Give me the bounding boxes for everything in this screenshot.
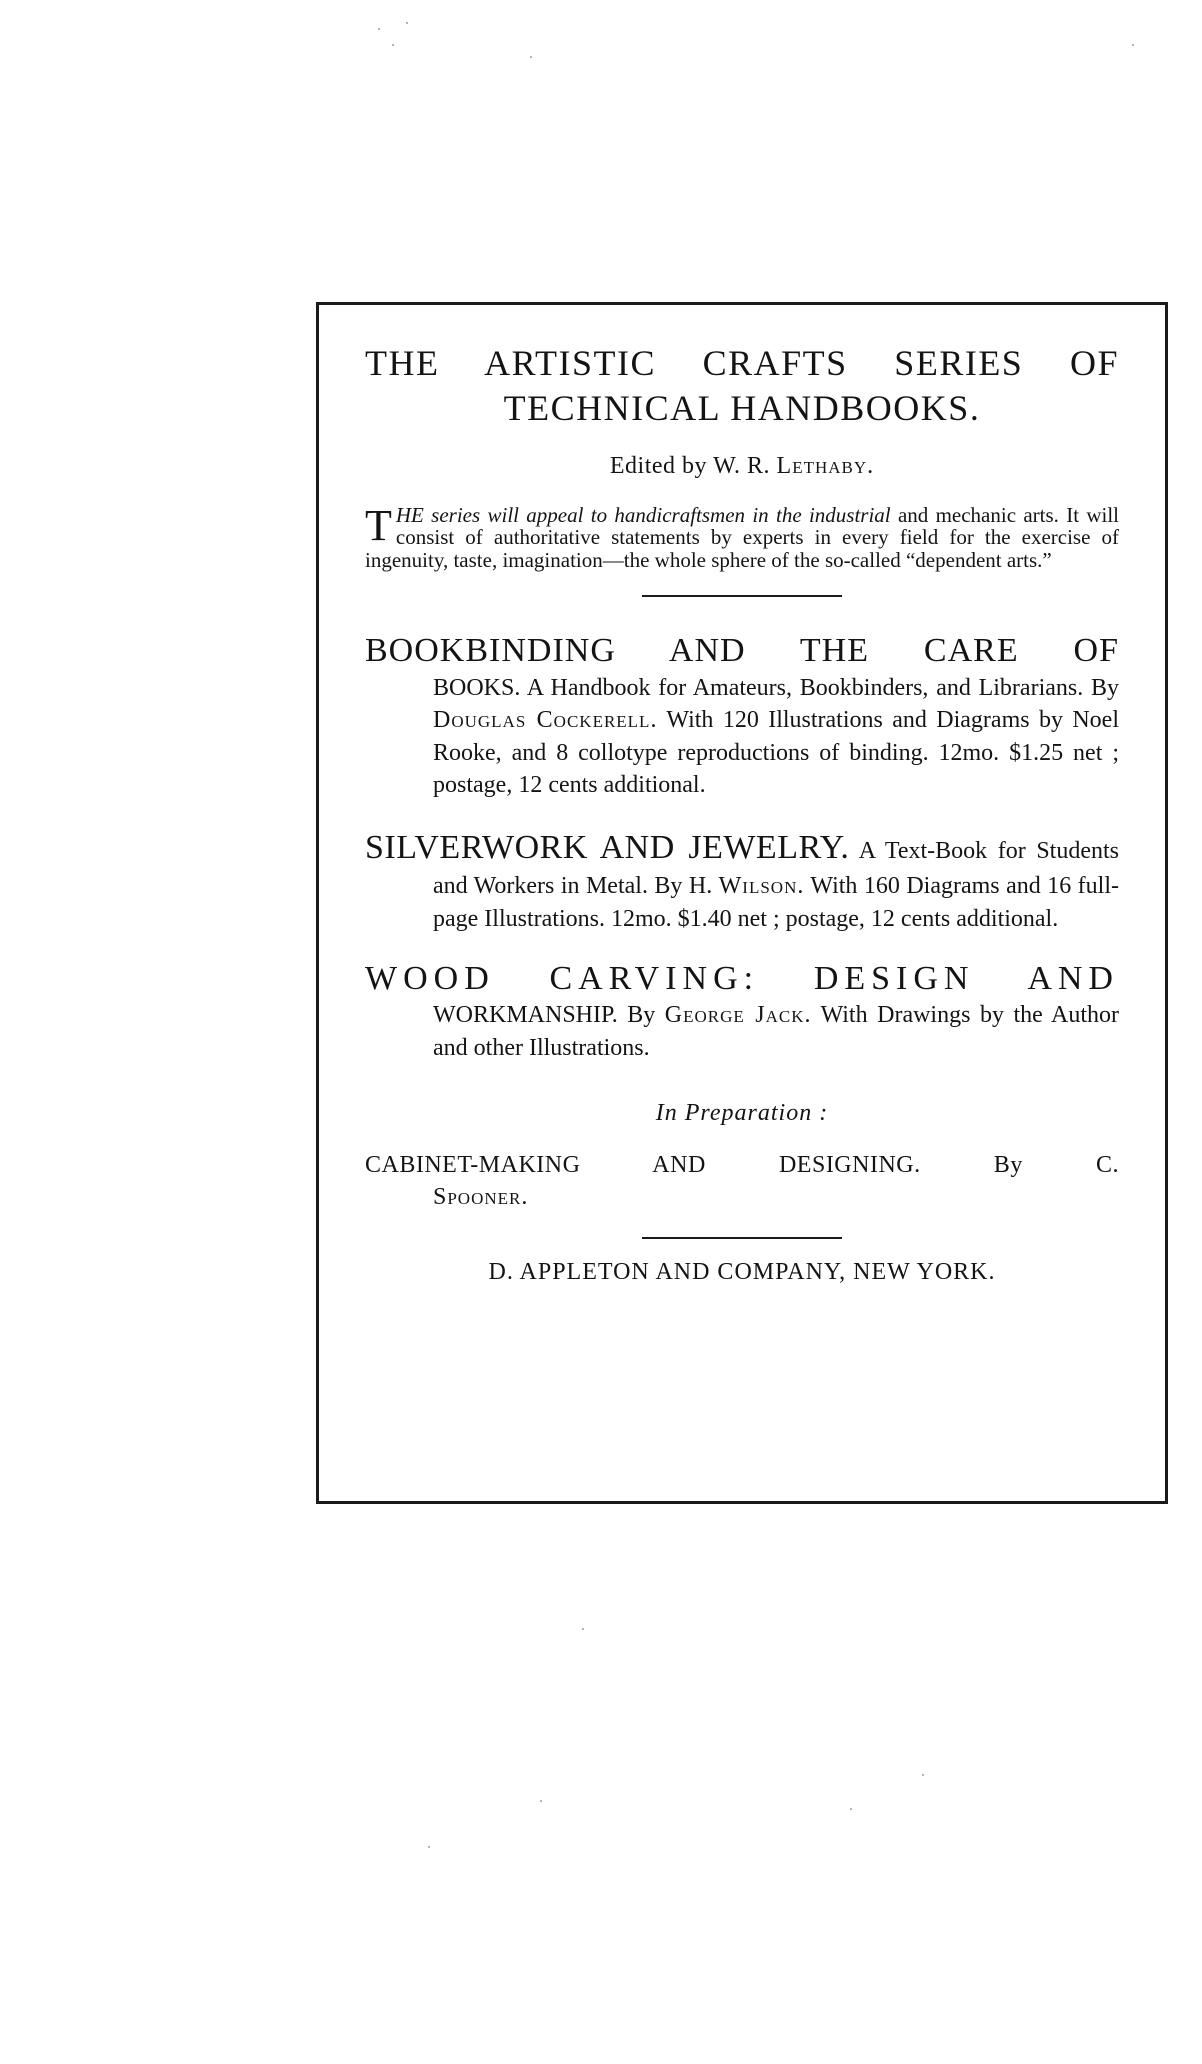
- series-description: [365, 501, 1119, 572]
- editor-prefix: Edited by W. R.: [609, 453, 777, 479]
- book-entry-silverwork: [365, 825, 1119, 935]
- book-description-start: WORKMANSHIP. By: [433, 1002, 665, 1029]
- drop-cap: T: [365, 501, 392, 550]
- divider-rule: [642, 1237, 842, 1239]
- series-title: [365, 341, 1119, 431]
- publisher-imprint: D. APPLETON AND COMPANY, NEW YORK.: [488, 1259, 996, 1286]
- book-author: Wilson.: [718, 873, 805, 900]
- divider-rule: [642, 595, 842, 597]
- book-description: [365, 999, 1119, 1063]
- in-preparation-label: In Preparation :: [655, 1099, 829, 1126]
- book-title: CABINET-MAKING AND DESIGNING. By C.: [365, 1151, 1119, 1178]
- book-author: Spooner.: [433, 1183, 529, 1210]
- book-author: George Jack.: [664, 1002, 812, 1029]
- advertisement-box: [316, 302, 1168, 1504]
- book-description-end: With 160 Diagrams and 16 full-page Illustrations. 12mo. $1.40 net ; postage, 12 cents additional.: [433, 873, 1119, 932]
- book-entry-wood-carving: [365, 959, 1119, 1064]
- series-title-line-2: TECHNICAL HANDBOOKS.: [503, 388, 981, 428]
- series-title-line-1: THE ARTISTIC CRAFTS SERIES OF: [365, 343, 1119, 383]
- book-entry-cabinet-making: [365, 1149, 1119, 1213]
- book-description-start: BOOKS. A Handbook for Amateurs, Bookbinders, and Librarians. By: [433, 675, 1119, 702]
- editor-credit: [365, 453, 1119, 480]
- book-description-start: A Text-Book for Students and Workers in Metal. By H.: [433, 837, 1119, 900]
- book-entry-bookbinding: [365, 631, 1119, 800]
- intro-italic-text: HE series will appeal to handicraftsmen in the industrial: [395, 503, 891, 527]
- book-title: BOOKBINDING AND THE CARE OF: [365, 632, 1119, 670]
- book-author: Douglas Cockerell.: [433, 707, 658, 734]
- book-description: [365, 672, 1119, 801]
- book-title: WOOD CARVING: DESIGN AND: [365, 959, 1119, 997]
- book-description-end: With Drawings by the Author and other Illustrations.: [433, 1002, 1119, 1061]
- editor-name: Lethaby.: [776, 453, 875, 479]
- book-description-end: With 120 Illustrations and Diagrams by Noel Rooke, and 8 collotype reproductions of binding. 12mo. $1.25 net ; postage, 12 cents additional.: [433, 707, 1120, 798]
- intro-text: and mechanic arts. It will consist of authoritative statements by experts in every field for the exercise of ingenuity, taste, imagination—the whole sphere of the so-called “dependent arts.”: [365, 503, 1119, 572]
- book-title: SILVERWORK AND JEWELRY.: [365, 828, 850, 866]
